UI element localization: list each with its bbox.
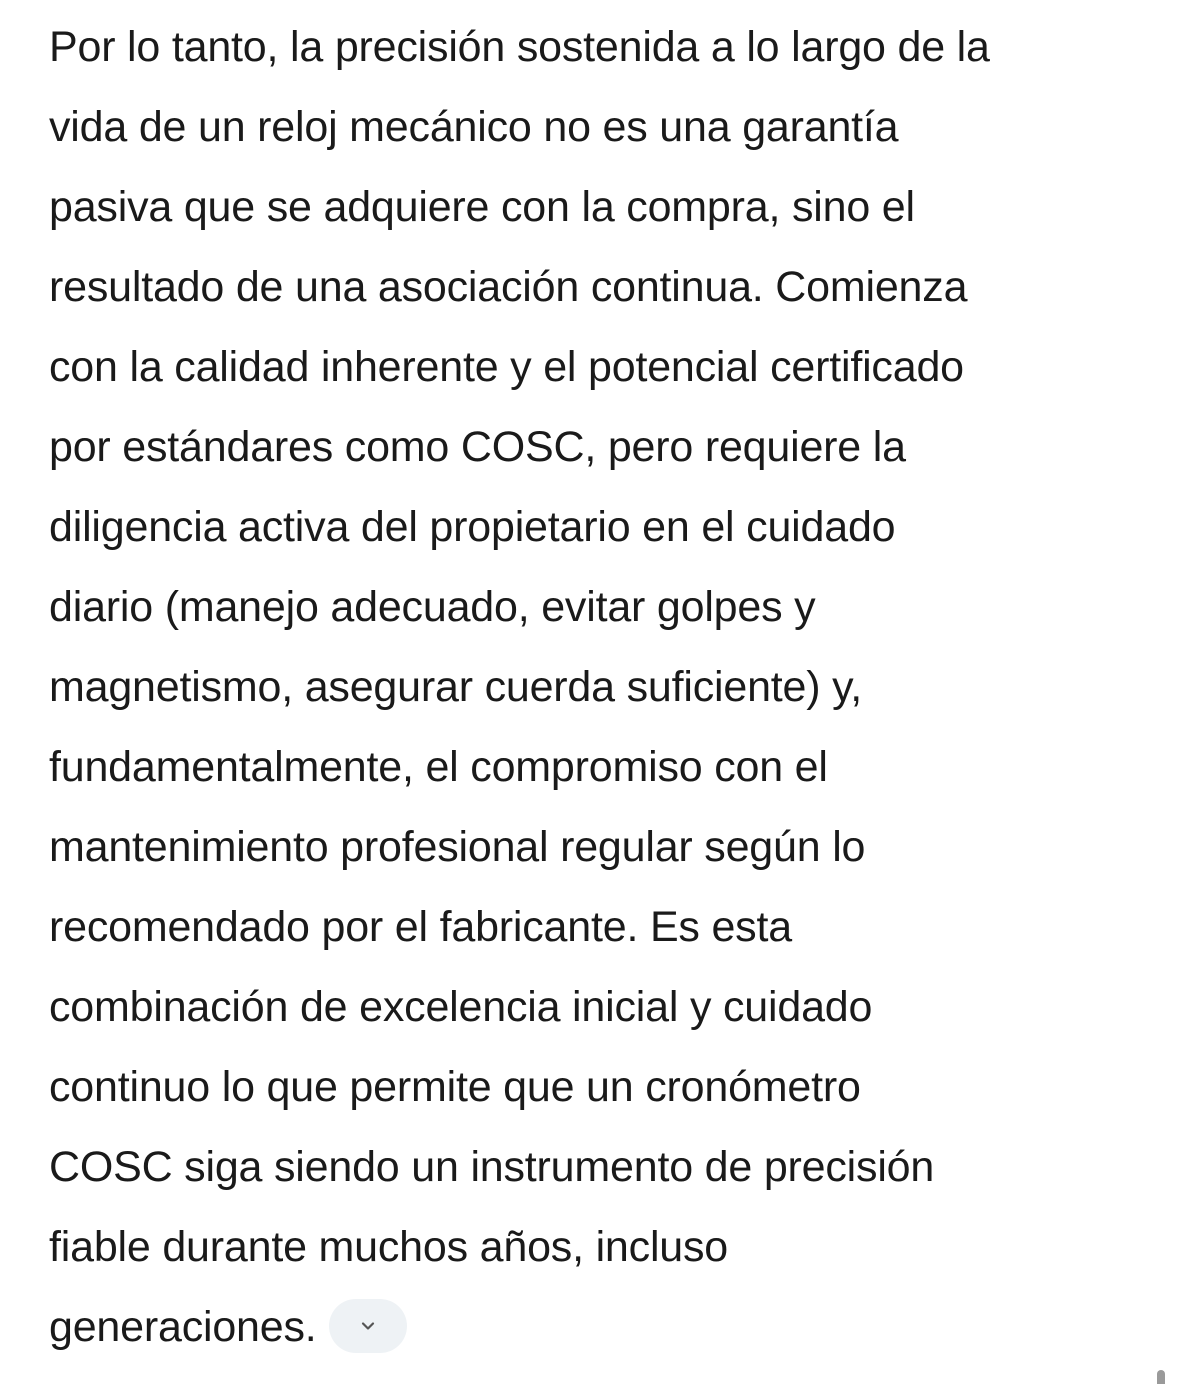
answer-text-block xyxy=(49,0,1149,1367)
paragraph-line: magnetismo, asegurar cuerda suficiente) y, xyxy=(49,663,862,711)
expand-source-button[interactable] xyxy=(329,1299,407,1353)
paragraph-line: fiable durante muchos años, incluso xyxy=(49,1223,729,1271)
scroll-indicator[interactable] xyxy=(1157,1370,1165,1384)
paragraph-line: COSC siga siendo un instrumento de precisión xyxy=(49,1143,935,1191)
paragraph-line: combinación de excelencia inicial y cuidado xyxy=(49,983,873,1031)
paragraph-line: por estándares como COSC, pero requiere la xyxy=(49,423,906,471)
paragraph-line: continuo lo que permite que un cronómetro xyxy=(49,1063,861,1111)
paragraph-line: mantenimiento profesional regular según lo xyxy=(49,823,866,871)
paragraph-line-text: generaciones. xyxy=(49,1303,317,1351)
paragraph-line: fundamentalmente, el compromiso con el xyxy=(49,743,828,791)
paragraph-line: recomendado por el fabricante. Es esta xyxy=(49,903,792,951)
paragraph-line: resultado de una asociación continua. Comienza xyxy=(49,263,968,311)
paragraph-line: con la calidad inherente y el potencial certificado xyxy=(49,343,964,391)
paragraph-line: vida de un reloj mecánico no es una garantía xyxy=(49,103,899,151)
paragraph-line: Por lo tanto, la precisión sostenida a lo largo de la xyxy=(49,23,990,71)
chevron-down-icon xyxy=(357,1315,379,1337)
paragraph-line: diario (manejo adecuado, evitar golpes y xyxy=(49,583,816,631)
paragraph-last-line xyxy=(49,1287,1149,1367)
paragraph-line: pasiva que se adquiere con la compra, sino el xyxy=(49,183,915,231)
paragraph-line: diligencia activa del propietario en el cuidado xyxy=(49,503,896,551)
